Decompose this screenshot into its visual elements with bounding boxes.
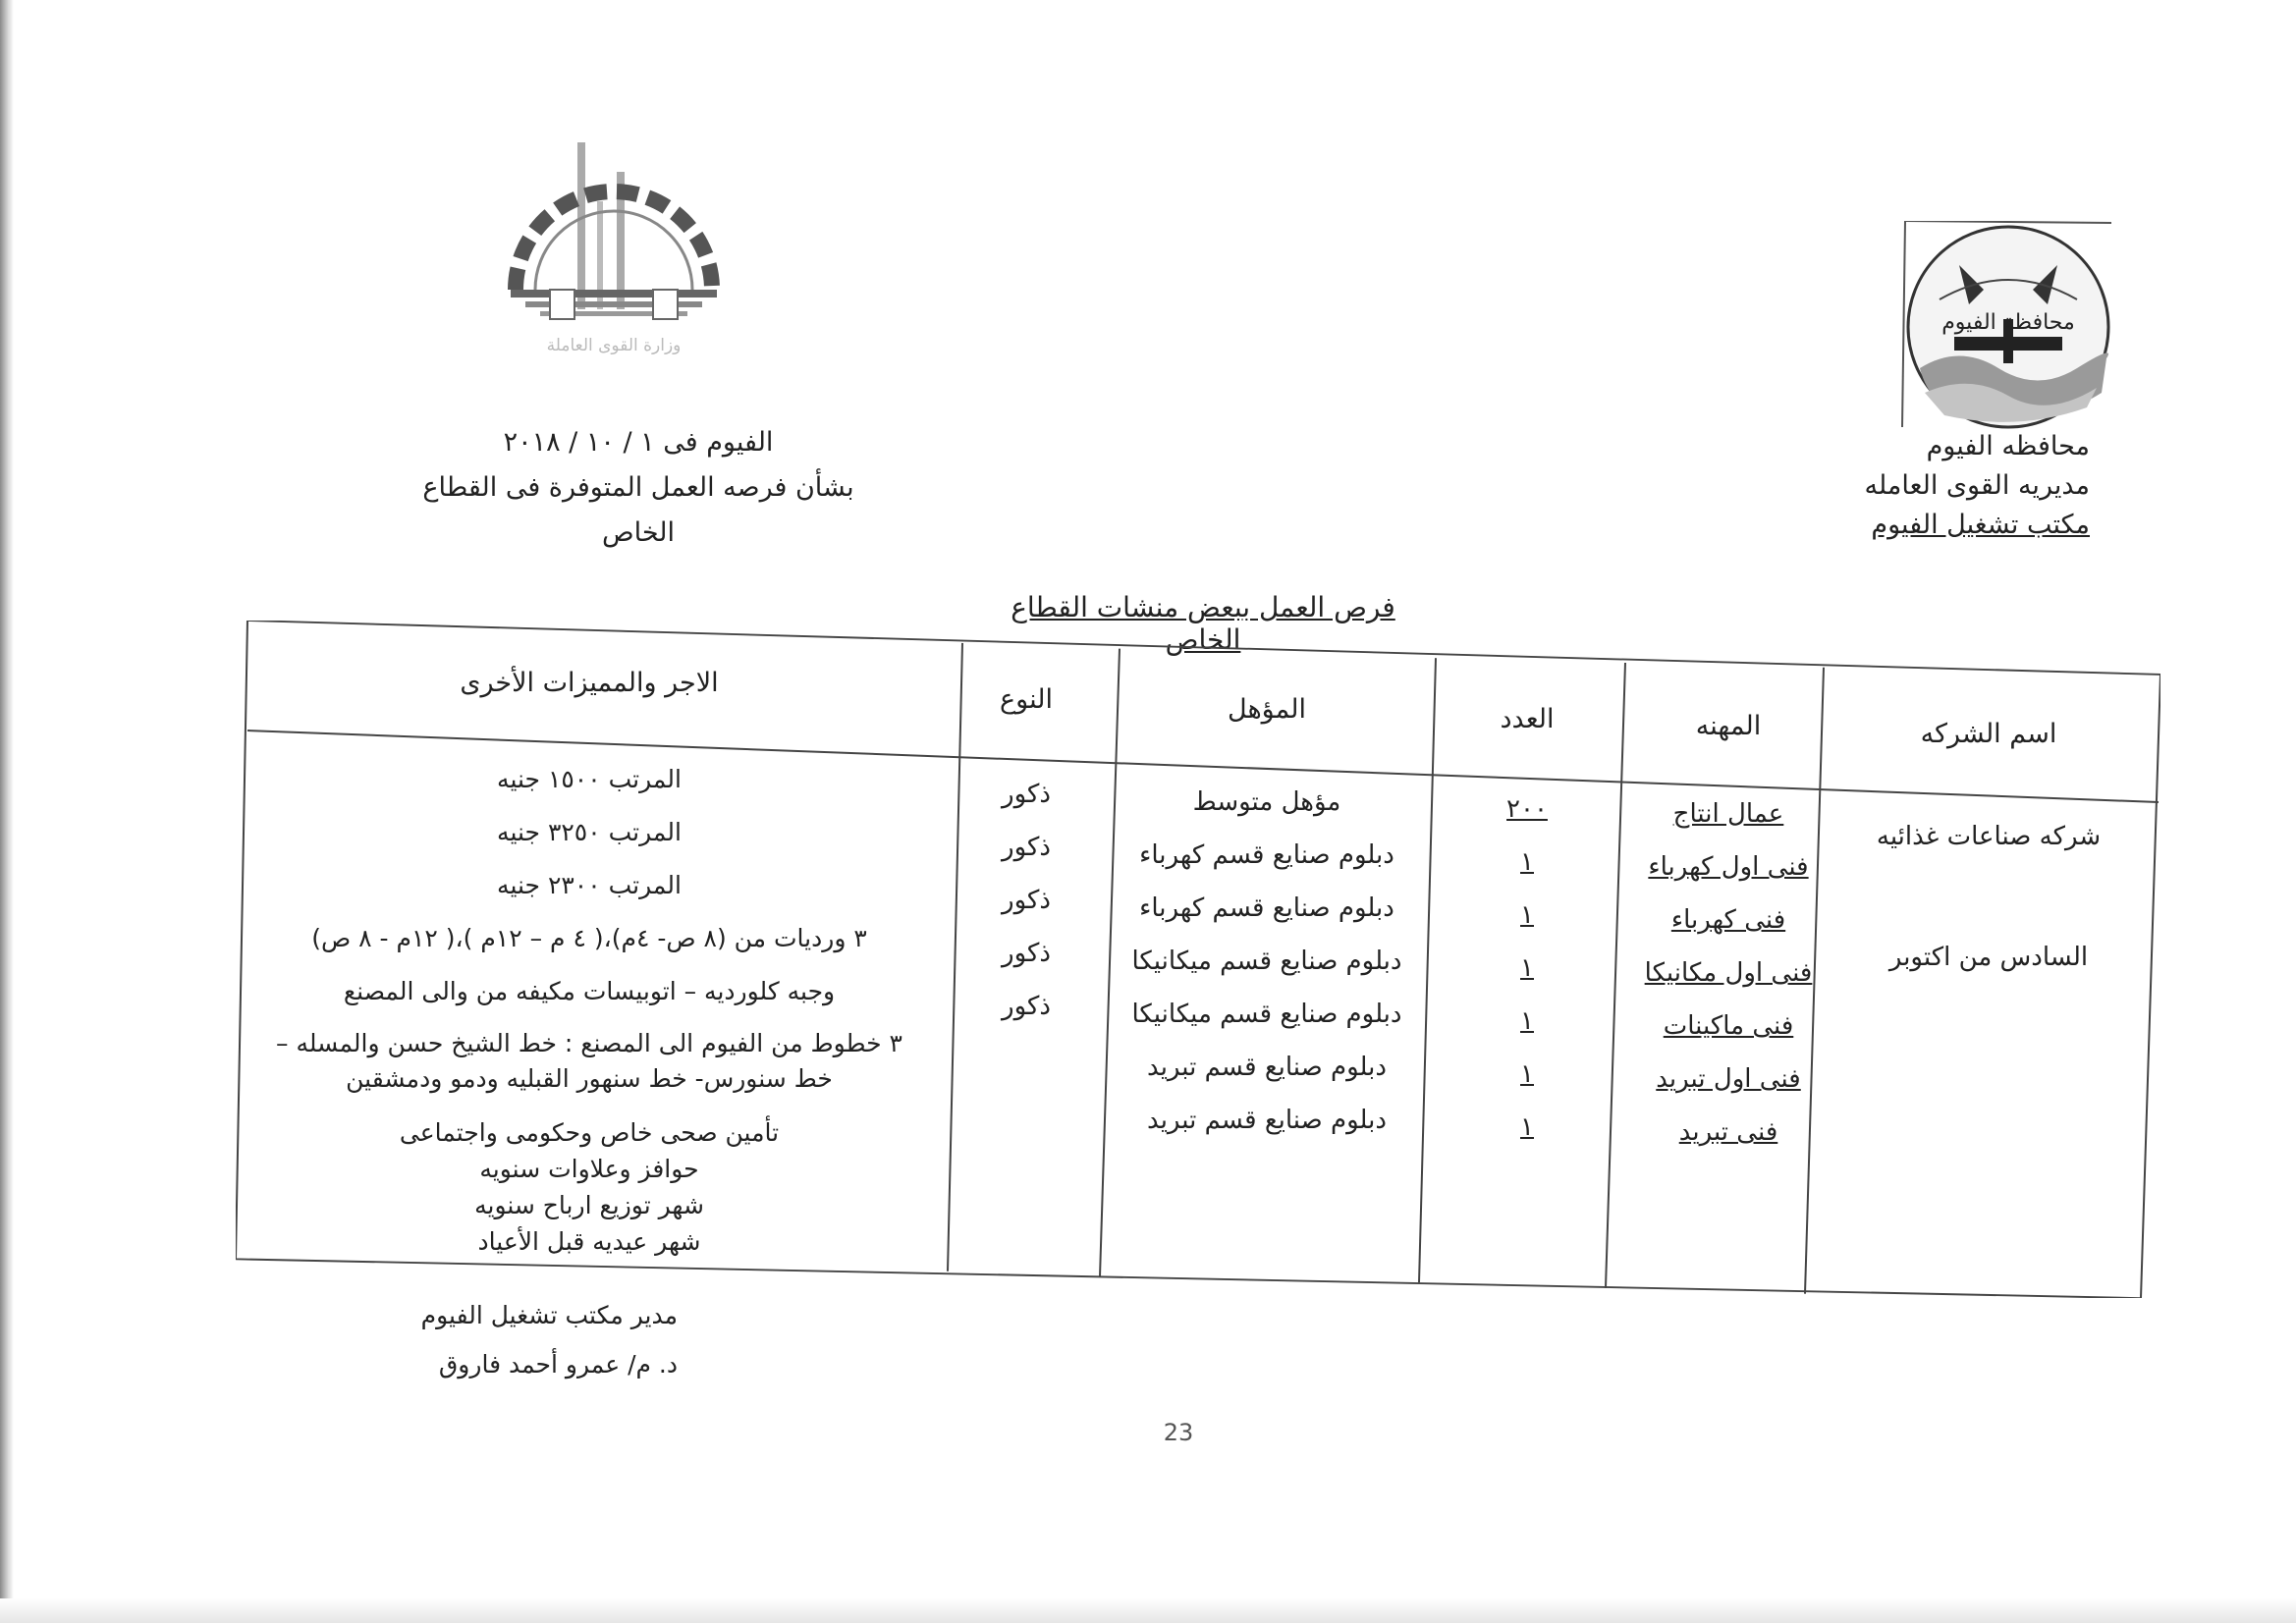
directorate-name: مديريه القوى العامله	[1864, 470, 2090, 501]
date-line: الفيوم فى ١ / ١٠ / ٢٠١٨	[503, 427, 774, 458]
list-item: خط سنورس- خط سنهور القبليه ودمو ودمشقين	[346, 1064, 833, 1093]
list-item: ١	[1520, 900, 1534, 930]
header-gender: النوع	[1000, 684, 1053, 715]
governorate-logo	[1900, 221, 2116, 432]
list-item: تأمين صحى خاص وحكومى واجتماعى	[399, 1118, 780, 1147]
page-number: 23	[1163, 1419, 1194, 1446]
benefits-lines	[236, 1097, 943, 1260]
letter-meta	[383, 420, 894, 556]
list-item: فنى كهرباء	[1670, 905, 1786, 935]
list-item: شهر عيديه قبل الأعياد	[477, 1227, 701, 1256]
ministry-logo	[501, 142, 727, 363]
pay-list	[236, 753, 943, 1260]
list-item: ٢٠٠	[1506, 794, 1548, 824]
list-item: دبلوم صنايع قسم ميكانيكا	[1131, 947, 1402, 976]
list-item: ذكور	[1002, 992, 1051, 1021]
scan-shadow-bottom	[0, 1598, 2296, 1623]
qualification-list	[1105, 776, 1429, 1147]
list-item: حوافز وعلاوات سنويه	[479, 1155, 699, 1183]
list-item: ١	[1520, 1112, 1534, 1142]
list-item: ١	[1520, 953, 1534, 983]
list-item: وجبه كلورديه – اتوبيسات مكيفه من والى المصنع	[343, 977, 836, 1005]
issuer-block	[1677, 427, 2090, 545]
list-item: ١	[1520, 847, 1534, 877]
jobs-table	[236, 621, 2160, 1298]
list-item: ١	[1520, 1006, 1534, 1036]
office-name: مكتب تشغيل الفيوم	[1871, 510, 2090, 540]
transport-lines	[236, 1018, 943, 1097]
header-qualification: المؤهل	[1228, 694, 1306, 725]
list-item: عمال انتاج	[1672, 799, 1784, 829]
list-item: فنى ماكينات	[1663, 1011, 1794, 1041]
list-item: فنى اول مكانيكا	[1644, 958, 1813, 988]
header-pay: الاجر والمميزات الأخرى	[460, 668, 719, 698]
list-item: المرتب ٣٢٥٠ جنيه	[497, 818, 682, 846]
signatory-name: د. م/ عمرو أحمد فاروق	[438, 1350, 678, 1379]
count-list	[1434, 783, 1620, 1154]
header-count: العدد	[1500, 704, 1555, 734]
list-item: مؤهل متوسط	[1192, 787, 1341, 817]
governorate-name: محافظه الفيوم	[1926, 431, 2090, 461]
signatory-title: مدير مكتب تشغيل الفيوم	[420, 1301, 678, 1329]
list-item: فنى اول كهرباء	[1648, 852, 1809, 882]
list-item: ١	[1520, 1059, 1534, 1089]
list-item: فنى اول تبريد	[1656, 1064, 1801, 1094]
signature-block	[285, 1291, 678, 1389]
table-title: فرص العمل ببعض منشات القطاع الخاص	[1011, 591, 1395, 656]
company-location: السادس من اكتوبر	[1888, 943, 2089, 972]
header-company: اسم الشركه	[1920, 719, 2057, 749]
list-item: شهر توزيع ارباح سنويه	[474, 1191, 704, 1219]
list-item: المرتب ١٥٠٠ جنيه	[497, 765, 682, 793]
subject-line: بشأن فرصه العمل المتوفرة فى القطاع الخاص	[422, 472, 854, 548]
list-item: المرتب ٢٣٠٠ جنيه	[497, 871, 682, 899]
list-item: ذكور	[1002, 886, 1051, 915]
ministry-logo-text: وزارة القوى العاملة	[546, 336, 682, 355]
job-list	[1625, 787, 1831, 1159]
list-item: فنى تبريد	[1678, 1117, 1778, 1147]
list-item: دبلوم صنايع قسم تبريد	[1147, 1106, 1387, 1135]
list-item: ٣ ورديات من (٨ ص- ٤م)،( ٤ م – ١٢م )،( ١٢م - ٨ ص)	[311, 924, 867, 952]
list-item: ٣ خطوط من الفيوم الى المصنع : خط الشيخ حسن والمسله –	[276, 1029, 902, 1057]
gender-list	[953, 768, 1100, 1033]
list-item: دبلوم صنايع قسم كهرباء	[1139, 893, 1394, 923]
company-name: شركه صناعات غذائيه	[1876, 822, 2102, 851]
list-item: دبلوم صنايع قسم تبريد	[1147, 1053, 1387, 1082]
list-item: ذكور	[1002, 833, 1051, 862]
list-item: دبلوم صنايع قسم كهرباء	[1139, 840, 1394, 870]
scan-shadow-edge	[0, 0, 14, 1623]
list-item: ذكور	[1002, 780, 1051, 809]
list-item: ذكور	[1002, 939, 1051, 968]
header-job: المهنه	[1695, 711, 1762, 741]
gov-logo-text: محافظة الفيوم	[1941, 310, 2075, 335]
list-item: دبلوم صنايع قسم ميكانيكا	[1131, 1000, 1402, 1029]
